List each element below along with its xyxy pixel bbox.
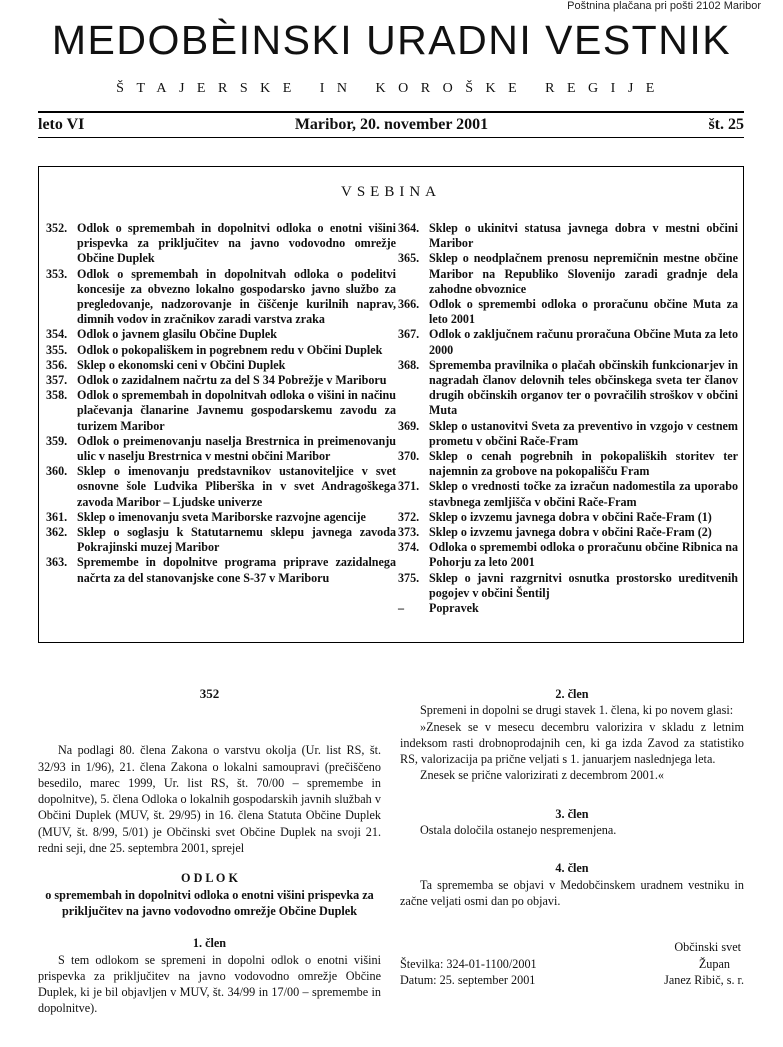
toc-entry <box>398 601 738 616</box>
toc-entry <box>398 479 738 509</box>
toc-entry-number: 372. <box>398 509 420 524</box>
toc-entry-title: Sklep o izvzemu javnega dobra v občini Rače-Fram (2) <box>429 525 712 540</box>
toc-entry-title: Sklep o imenovanju predstavnikov ustanoviteljice v svet osnovne šole Ludvika Pliberška in v svet Andragoškega zavoda Maribor – Ljudske univerze <box>77 464 396 509</box>
section-3-heading: 3. člen <box>555 806 589 821</box>
section-2-para-1: Spremeni in dopolni se drugi stavek 1. člena, ki po novem glasi: <box>420 703 734 718</box>
toc-entry <box>398 221 738 251</box>
toc-entry-number: 375. <box>398 570 420 585</box>
postage-note: Poštnina plačana pri pošti 2102 Maribor <box>567 0 761 12</box>
toc-entry-title: Sklep o imenovanju sveta Mariborske razvojne agencije <box>77 509 366 524</box>
toc-entry-number: 357. <box>46 373 68 388</box>
council-label: Občinski svet <box>674 940 741 955</box>
toc-entry-title: Odlok o zaključnem računu proračuna Občine Muta za leto 2000 <box>429 327 738 357</box>
toc-entry <box>398 449 738 479</box>
issue-date: Maribor, 20. november 2001 <box>294 116 489 133</box>
section-1-heading: 1. člen <box>192 936 227 951</box>
toc-entry-number: 360. <box>46 464 68 479</box>
toc-entry-number: 359. <box>46 433 68 448</box>
gazette-title: MEDOBÈINSKI URADNI VESTNIK <box>51 17 732 63</box>
issue-number: št. 25 <box>708 116 744 133</box>
reference-number: Številka: 324-01-1100/2001 <box>400 956 537 971</box>
toc-left-column <box>46 221 396 586</box>
toc-entry <box>398 540 738 570</box>
toc-entry-title: Odloka o spremembi odloka o proračunu občine Ribnica na Pohorju za leto 2001 <box>429 540 738 570</box>
toc-entry-title: Odlok o pokopališkem in pogrebnem redu v Občini Duplek <box>77 342 383 357</box>
toc-entry-number: 373. <box>398 525 420 540</box>
toc-entry-number: 367. <box>398 327 420 342</box>
toc-entry-title: Sklep o soglasju k Statutarnemu sklepu javnega zavoda Pokrajinski muzej Maribor <box>77 525 396 555</box>
toc-entry-title: Sklep o ekonomski ceni v Občini Duplek <box>77 357 286 372</box>
toc-entry <box>398 297 738 327</box>
toc-entry-number: 353. <box>46 266 68 281</box>
toc-entry-title: Odlok o spremembi odloka o proračunu občine Muta za leto 2001 <box>429 297 738 327</box>
document-title: o spremembah in dopolnitvi odloka o enotni višini prispevka za priključitev na javno vodovodno omrežje Občine Duplek <box>45 887 374 918</box>
toc-entry-title: Sklep o ustanovitvi Sveta za preventivo in vzgojo v cestnem prometu v občini Rače-Fram <box>429 418 738 448</box>
reference-date: Datum: 25. september 2001 <box>400 972 536 987</box>
toc-entry-number: 352. <box>46 221 68 235</box>
toc-entry <box>46 464 396 510</box>
toc-entry <box>46 555 396 585</box>
article-number: 352 <box>199 686 220 701</box>
toc-entry <box>46 525 396 555</box>
volume-label: leto VI <box>38 116 85 133</box>
toc-entry <box>46 221 396 267</box>
toc-entry-number: – <box>398 601 405 616</box>
toc-entry <box>46 327 396 342</box>
toc-entry-number: 356. <box>46 357 68 372</box>
toc-entry <box>398 571 738 601</box>
toc-entry-title: Sklep o vrednosti točke za izračun nadomestila za uporabo stavbnega zemljišča v občini Rače-Fram <box>429 479 738 509</box>
toc-entry <box>46 510 396 525</box>
article-preamble: Na podlagi 80. člena Zakona o varstvu okolja (Ur. list RS, št. 32/93 in 1/96), 21. člena Zakona o lokalni samoupravi (prečiščeno besedilo, marec 1999, Ur. list RS, št. 70/00 – spremembe in dopolnitve), 5. člena Odloka o lokalnih gospodarskih javnih službah v Občini Duplek (MUV, št. 29/95) in 16. člena Statuta Občine Duplek (MUV, št. 8/99, 5/01) je Občinski svet Občine Duplek na svoji 21. redni seji, dne 25. septembra 2001, sprejel <box>38 743 381 856</box>
toc-entry-number: 365. <box>398 251 420 266</box>
mayor-name: Janez Ribič, s. r. <box>664 972 744 987</box>
section-3-text: Ostala določila ostanejo nespremenjena. <box>420 823 617 838</box>
section-4-text: Ta sprememba se objavi v Medobčinskem uradnem vestniku in začne veljati osmi dan po objavi. <box>400 877 744 908</box>
toc-entry <box>398 327 738 357</box>
toc-entry-title: Sklep o cenah pogrebnih in pokopaliških storitev ter najemnin za grobove na pokopališču Fram <box>429 449 738 479</box>
toc-entry-number: 355. <box>46 342 68 357</box>
toc-entry <box>46 343 396 358</box>
section-2-para-2: »Znesek se v mesecu decembru valorizira v skladu z letnim indeksom rasti drobnoprodajnih cen, ki ga izda Zavod za statistiko RS, valorizacija pa prične veljati s 1. januarjem naslednjega leta. <box>400 719 744 767</box>
toc-entry <box>46 358 396 373</box>
toc-entry-number: 362. <box>46 525 68 540</box>
toc-entry-number: 364. <box>398 221 420 235</box>
toc-entry-title: Odlok o javnem glasilu Občine Duplek <box>77 327 277 342</box>
toc-entry-title: Sklep o izvzemu javnega dobra v občini Rače-Fram (1) <box>429 509 712 524</box>
article-right-column <box>400 686 744 988</box>
toc-entry-title: Spremembe in dopolnitve programa priprave zazidalnega načrta za del stanovanjske cone S-37 v Mariboru <box>77 555 396 585</box>
toc-entry <box>398 525 738 540</box>
section-1-text: S tem odlokom se spremeni in dopolni odlok o enotni višini prispevka za priključitev na javno vodovodno omrežje Občine Duplek, ki je bil objavljen v MUV, št. 34/99 in 17/00 – spremembe in dopolnitve). <box>38 952 381 1016</box>
toc-entry <box>398 358 738 419</box>
toc-title: VSEBINA <box>340 184 441 200</box>
table-of-contents <box>38 166 744 643</box>
toc-entry-number: 366. <box>398 297 420 312</box>
toc-entry-title: Odlok o zazidalnem načrtu za del S 34 Pobrežje v Mariboru <box>77 373 387 388</box>
toc-entry-title: Sklep o javni razgrnitvi osnutka prostorsko ureditvenih pogojev v občini Šentilj <box>429 570 738 600</box>
toc-entry-title: Odlok o spremembah in dopolnitvah odloka o podelitvi koncesije za obvezno lokalno gospodarsko javno službo za pregledovanje, nadzorovanje in čiščenje kurilnih naprav, dimnih vodov in zračnikov zaradi varstva zraka <box>77 266 396 327</box>
toc-entry-title: Odlok o spremembah in dopolnitvi odloka o enotni višini prispevka za priključitev na javno vodovodno omrežje Občine Duplek <box>77 221 396 266</box>
toc-entry <box>46 388 396 434</box>
article-left-column <box>38 686 381 1017</box>
toc-entry <box>398 510 738 525</box>
mayor-title: Župan <box>698 956 730 971</box>
section-2-para-3: Znesek se prične valorizirati z decembrom 2001.« <box>420 768 664 783</box>
toc-entry <box>398 251 738 297</box>
gazette-subtitle: ŠTAJERSKE IN KOROŠKE REGIJE <box>116 81 667 96</box>
toc-entry <box>46 373 396 388</box>
header-rule-bottom <box>38 137 744 138</box>
toc-entry-title: Odlok o spremembah in dopolnitvah odloka o višini in načinu plačevanja članarine Javnemu gospodarskemu zavodu za turizem Maribor <box>77 388 396 433</box>
toc-entry-title: Sprememba pravilnika o plačah občinskih funkcionarjev in nagradah članov delovnih teles občinskega sveta ter članov drugih občinskih organov ter o povračilih stroškov v občini Muta <box>429 357 738 418</box>
toc-entry-title: Popravek <box>429 601 479 616</box>
toc-entry-number: 368. <box>398 357 420 372</box>
toc-entry <box>398 419 738 449</box>
section-4-heading: 4. člen <box>555 861 589 876</box>
toc-entry-title: Sklep o neodplačnem prenosu nepremičnin mestne občine Maribor na Republiko Slovenijo zaradi gradnje dela zahodne obvoznice <box>429 251 738 296</box>
section-2-heading: 2. člen <box>555 687 589 701</box>
toc-entry-number: 354. <box>46 327 68 342</box>
toc-right-column <box>398 221 738 616</box>
header-rule-top <box>38 111 744 113</box>
toc-entry-number: 374. <box>398 540 420 555</box>
toc-entry-title: Sklep o ukinitvi statusa javnega dobra v mestni občini Maribor <box>429 221 738 251</box>
toc-entry <box>46 267 396 328</box>
toc-entry-title: Odlok o preimenovanju naselja Brestrnica in preimenovanju ulic v naselju Brestrnica v mestni občini Maribor <box>77 433 396 464</box>
toc-entry-number: 371. <box>398 479 420 494</box>
document-type: O D L O K <box>181 871 238 886</box>
toc-entry-number: 370. <box>398 449 420 464</box>
toc-entry-number: 363. <box>46 555 68 570</box>
toc-entry-number: 369. <box>398 418 420 433</box>
toc-entry-number: 358. <box>46 388 68 403</box>
toc-entry <box>46 434 396 464</box>
toc-entry-number: 361. <box>46 509 68 524</box>
